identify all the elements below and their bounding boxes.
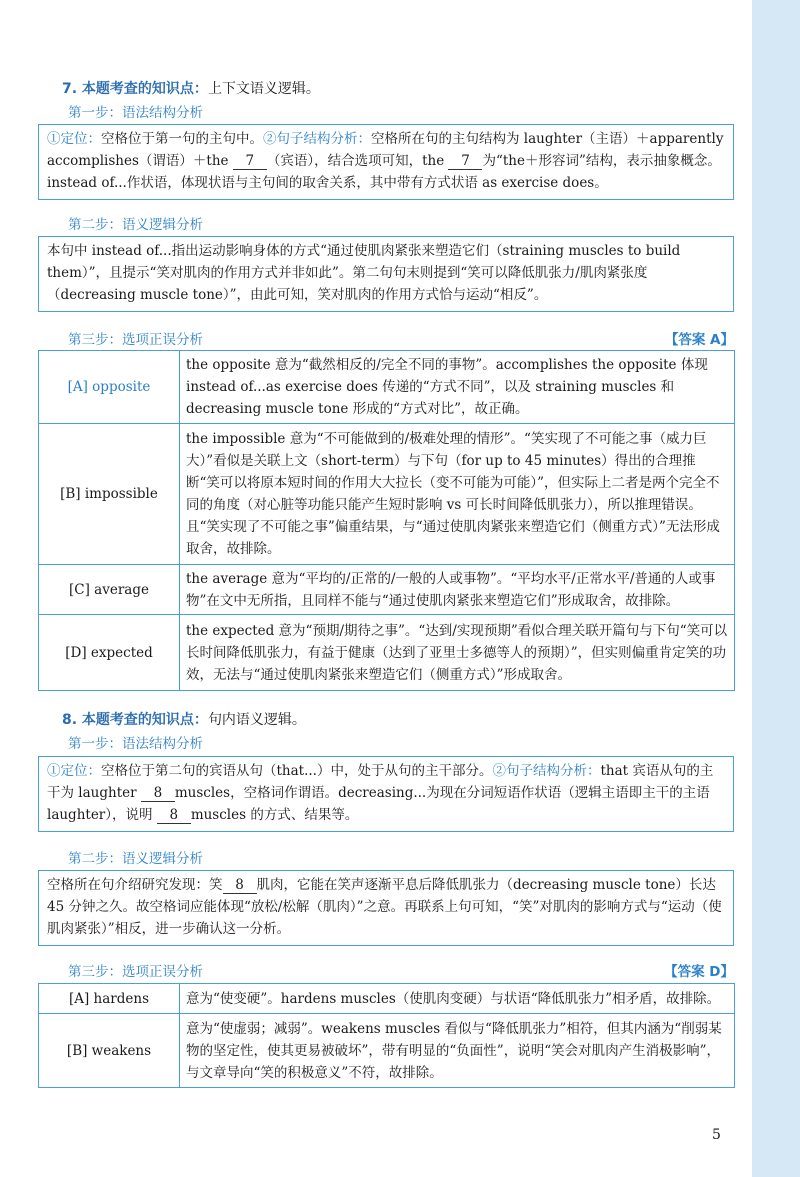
q8-blank: 8	[141, 785, 175, 802]
q8-pos-label: ①定位：	[47, 763, 101, 779]
q8-pos-text: 空格位于第二句的宾语从句（that...）中，处于从句的主干部分。	[101, 763, 493, 779]
q7-s1-a: 空格所在句的主句结构为 laughter（主语）＋apparently accomplishes（谓语）＋the	[47, 131, 724, 169]
q7-option-a-label: [A] opposite	[39, 351, 180, 424]
page-number: 5	[712, 1127, 721, 1143]
q8-s1-c: muscles 的方式、结果等。	[190, 807, 359, 823]
q7-s1-c: 为“the＋形容词”结构，表示抽象概念。instead of...作状语，体现状语与主句间的取舍关系，其中带有方式状语 as exercise does。	[47, 153, 721, 191]
q8-title	[62, 709, 306, 729]
q7-step3-heading: 第三步：选项正误分析	[68, 332, 203, 348]
q7-option-d-text: the expected 意为“预期/期待之事”。“达到/实现预期”看似合理关联开篇句与下句“笑可以长时间降低肌张力，有益于健康（达到了亚里士多德等人的预期）”，但实则偏重肯定笑的功效，无法与“通过使肌肉紧张来塑造它们（侧重方式）”形成取舍。	[180, 615, 735, 691]
q8-title-num: 8. 本题考查的知识点：	[62, 712, 208, 728]
q8-step3-heading: 第三步：选项正误分析	[68, 964, 203, 980]
q8-s2-b: 肌肉，它能在笑声逐渐平息后降低肌张力（decreasing muscle tone）长达 45 分钟之久。故空格词应能体现“放松/松解（肌肉）”之意。再联系上句可知，“笑”对肌肉的影响方式与“运动（使肌肉紧张）”相反，进一步确认这一分析。	[47, 877, 722, 937]
q8-option-a-label: [A] hardens	[39, 984, 180, 1014]
q8-s1-b: muscles，空格词作谓语。decreasing...为现在分词短语作状语（逻辑主语即主干的主语 laughter），说明	[47, 785, 710, 823]
q7-option-c-text: the average 意为“平均的/正常的/一般的人或事物”。“平均水平/正常水平/普通的人或事物”在文中无所指，且同样不能与“通过使肌肉紧张来塑造它们”形成取舍，故排除。	[180, 565, 735, 615]
q7-step2-text: 本句中 instead of...指出运动影响身体的方式“通过使肌肉紧张来塑造它们（straining muscles to build them）”，且提示“笑对肌肉的作用方式并非如此”。第二句句末则提到“笑可以降低肌张力/肌肉紧张度（decreasing muscle tone）”，由此可知，笑对肌肉的作用方式恰与运动“相反”。	[47, 243, 681, 303]
q8-title-rest: 句内语义逻辑。	[207, 712, 306, 728]
q7-pos-label: ①定位：	[47, 131, 101, 147]
q7-s1-b: （宾语），结合选项可知，the	[266, 153, 445, 169]
table-row	[39, 1014, 735, 1088]
q7-option-b-text: the impossible 意为“不可能做到的/极难处理的情形”。“笑实现了不可能之事（威力巨大）”看似是关联上文（short-term）与下句（for up to 45 minutes）得出的合理推断“笑可以将原本短时间的作用大大拉长（变不可能为可能）”，但实际上二者是两个完全不同的角度（对心脏等功能只能产生短时影响 vs 可长时间降低肌张力），所以推理错误。且“笑实现了不可能之事”偏重结果，与“通过使肌肉紧张来塑造它们（侧重方式）”无法形成取舍，故排除。	[180, 424, 735, 565]
q7-struct-label: ②句子结构分析：	[263, 131, 371, 147]
q8-option-a-text: 意为“使变硬”。hardens muscles（使肌肉变硬）与状语“降低肌张力”相矛盾，故排除。	[180, 984, 735, 1014]
q7-step1-box	[38, 124, 734, 200]
q8-s2-a: 空格所在句介绍研究发现：笑	[47, 877, 223, 893]
q7-blank: 7	[448, 153, 482, 170]
q7-option-b-label: [B] impossible	[39, 424, 180, 565]
table-row	[39, 984, 735, 1014]
page-edge-strip	[752, 0, 800, 1177]
table-row	[39, 615, 735, 691]
q8-step2-box	[38, 870, 734, 946]
q7-option-c-label: [C] average	[39, 565, 180, 615]
q8-step1-heading: 第一步：语法结构分析	[68, 736, 203, 752]
table-row	[39, 351, 735, 424]
q7-step2-box	[38, 236, 734, 312]
q8-options-table	[38, 983, 735, 1088]
q7-title-num: 7. 本题考查的知识点：	[62, 81, 208, 97]
table-row	[39, 565, 735, 615]
q8-option-b-label: [B] weakens	[39, 1014, 180, 1088]
q8-blank: 8	[157, 807, 191, 824]
q8-option-b-text: 意为“使虚弱；减弱”。weakens muscles 看似与“降低肌张力”相符，但其内涵为“削弱某物的坚定性，使其更易被破坏”，带有明显的“负面性”，说明“笑会对肌肉产生消极影响”，与文章导向“笑的积极意义”不符，故排除。	[180, 1014, 735, 1088]
q8-s1-a: that 宾语从句的主干为 laughter	[47, 763, 714, 801]
q7-step2-heading: 第二步：语义逻辑分析	[68, 217, 203, 233]
q7-options-table	[38, 350, 735, 691]
q7-pos-text: 空格位于第一句的主句中。	[101, 131, 263, 147]
q7-title-rest: 上下文语义逻辑。	[207, 81, 320, 97]
q7-answer: 【答案 A】	[664, 332, 734, 348]
q7-step1-heading: 第一步：语法结构分析	[68, 105, 203, 121]
q8-answer: 【答案 D】	[664, 964, 734, 980]
q7-option-d-label: [D] expected	[39, 615, 180, 691]
q7-title	[62, 78, 320, 98]
table-row	[39, 424, 735, 565]
q8-step2-heading: 第二步：语义逻辑分析	[68, 851, 203, 867]
q8-blank: 8	[223, 877, 257, 894]
q7-option-a-text: the opposite 意为“截然相反的/完全不同的事物”。accomplishes the opposite 体现 instead of...as exercise does 传递的“方式不同”，以及 straining muscles 和 decreasing muscle tone 形成的“方式对比”，故正确。	[180, 351, 735, 424]
q8-step1-box	[38, 756, 734, 832]
q7-blank: 7	[233, 153, 267, 170]
q8-struct-label: ②句子结构分析：	[492, 763, 601, 779]
